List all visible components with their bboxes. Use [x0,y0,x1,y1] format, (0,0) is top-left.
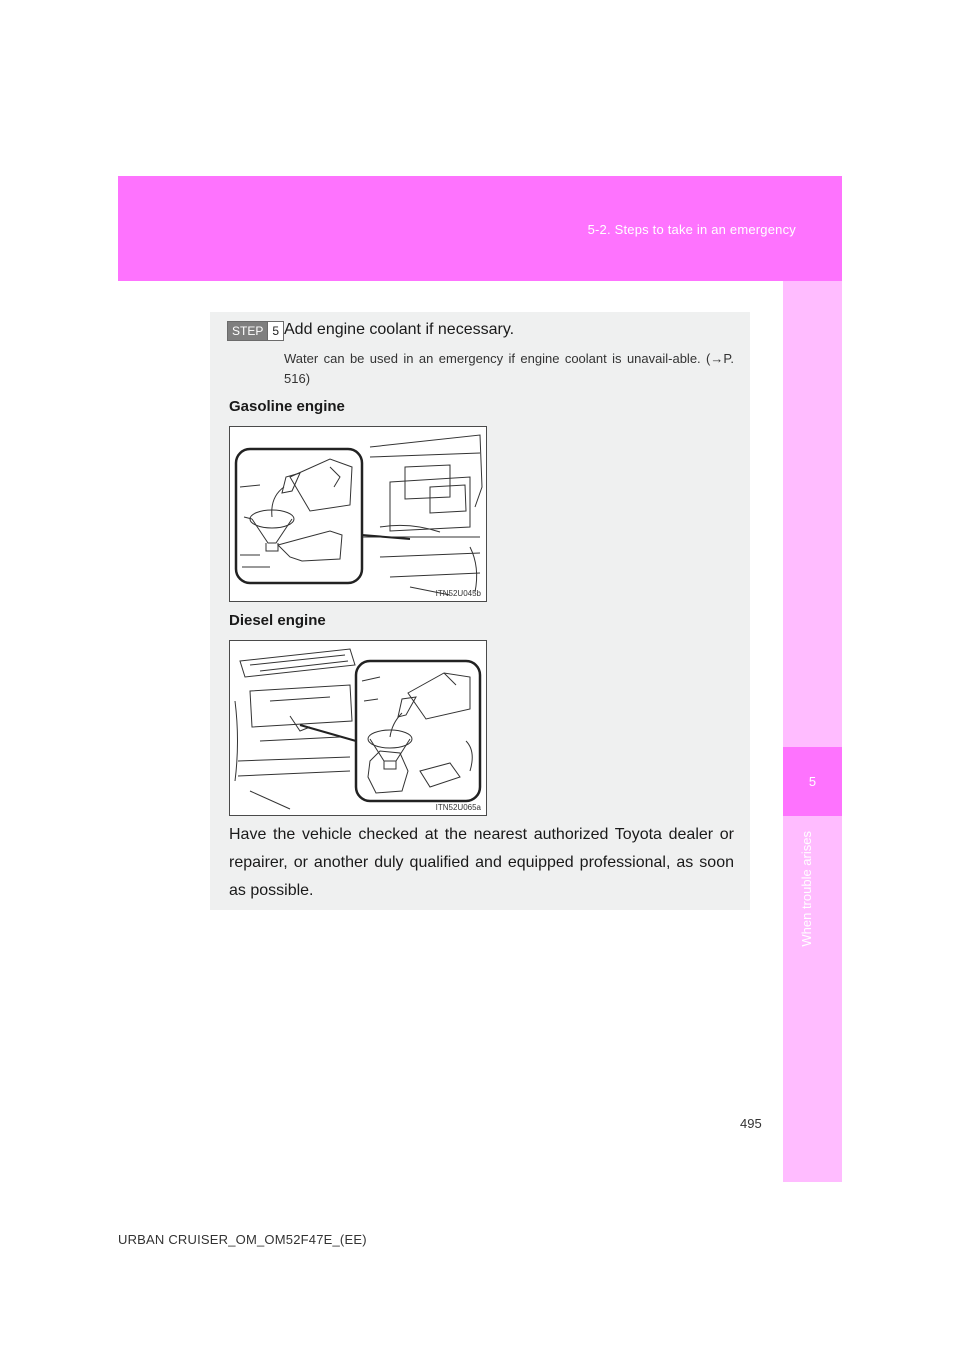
gasoline-figure [229,426,487,602]
section-title: 5-2. Steps to take in an emergency [587,222,796,237]
figure-code: ITN52U065a [435,803,481,812]
chapter-label: When trouble arises [799,831,814,947]
coolant-pouring-illustration [230,427,486,601]
diesel-heading: Diesel engine [229,612,326,629]
footer-doc-id: URBAN CRUISER_OM_OM52F47E_(EE) [118,1232,367,1247]
diesel-figure [229,640,487,816]
closing-paragraph: Have the vehicle checked at the nearest authorized Toyota dealer or repairer, or another duly qualified and equipped professional, as soon as possible. [229,826,734,899]
step-badge [227,321,284,341]
chapter-number: 5 [808,774,817,789]
header-band [118,176,842,281]
side-tab [783,281,842,1182]
step-note: Water can be used in an emergency if engine coolant is unavail-able. (→P. 516) [284,351,734,386]
step-number: 5 [267,322,283,340]
page-number: 495 [740,1116,762,1131]
coolant-pouring-illustration [230,641,486,815]
content-panel [210,312,750,910]
figure-code: ITN52U045b [435,589,481,598]
chapter-box [783,747,842,816]
step-word: STEP [228,322,267,340]
step-instruction: Add engine coolant if necessary. [284,321,515,338]
gasoline-heading: Gasoline engine [229,398,345,415]
